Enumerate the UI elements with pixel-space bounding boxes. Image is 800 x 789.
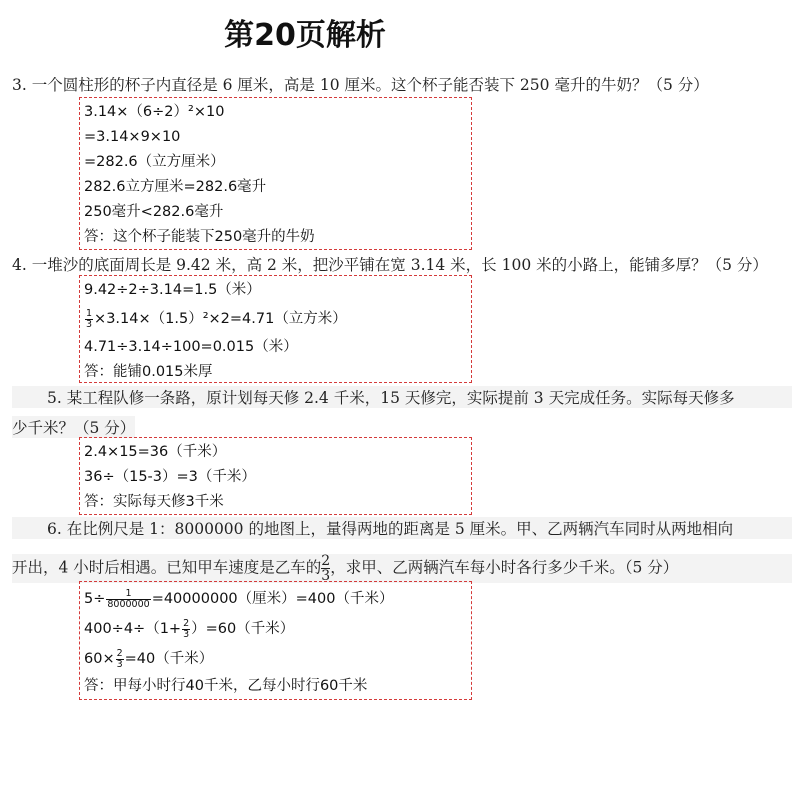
answer-line: 250毫升<282.6毫升: [84, 204, 224, 220]
answer-line: $\frac{1}{3}$ ×3.14×（1.5）²×2=4.71（立方米）: [86, 307, 347, 330]
question-4-text: 4. 一堆沙的底面周长是 9.42 米，高 2 米，把沙平铺在宽 3.14 米，长 100 米的小路上，能铺多厚？（5 分）: [12, 256, 768, 274]
answer-line: 36÷（15-3）=3（千米）: [84, 469, 256, 485]
answer-box-6: [79, 581, 472, 700]
fraction: $\frac{1}{8000000}$: [107, 587, 150, 610]
question-5-text-line1: 5. 某工程队修一条路，原计划每天修 2.4 千米，15 天修完，实际提前 3 天完成任务。实际每天修多: [12, 386, 792, 408]
fraction: $\frac{1}{3}$: [86, 307, 93, 330]
question-6-text-line2: 开出，4 小时后相遇。已知甲车速度是乙车的 $\frac{2}{3}$，求甲、乙两辆汽车每小时各行多少千米。（5 分）: [12, 554, 792, 583]
answer-line: 答：甲每小时行40千米，乙每小时行60千米: [84, 678, 368, 694]
answer-line: =282.6（立方厘米）: [84, 154, 225, 170]
answer-line: 4.71÷3.14÷100=0.015（米）: [84, 339, 298, 355]
question-5-text-line2: 少千米？（5 分）: [12, 416, 135, 438]
fraction: $\frac{2}{3}$: [183, 617, 190, 640]
answer-box-3: [79, 97, 472, 250]
question-6-text-line1: 6. 在比例尺是 1：8000000 的地图上，量得两地的距离是 5 厘米。甲、乙两辆汽车同时从两地相向: [12, 517, 792, 539]
question-3-text: 3. 一个圆柱形的杯子内直径是 6 厘米，高是 10 厘米。这个杯子能否装下 250 毫升的牛奶？（5 分）: [12, 76, 709, 94]
fraction: $\frac{2}{3}$: [116, 647, 123, 670]
answer-line: 282.6立方厘米=282.6毫升: [84, 179, 267, 195]
answer-line: 3.14×（6÷2）²×10: [84, 104, 225, 120]
answer-line: 9.42÷2÷3.14=1.5（米）: [84, 282, 261, 298]
answer-line: 答：这个杯子能装下250毫升的牛奶: [84, 229, 315, 245]
answer-line: 400÷4÷（1+ $\frac{2}{3}$ ）=60（千米）: [84, 617, 295, 640]
answer-line: =3.14×9×10: [84, 129, 181, 145]
answer-line: 5÷ $\frac{1}{8000000}$ =40000000（厘米）=400（千米）: [84, 587, 394, 610]
answer-line: 答：能铺0.015米厚: [84, 364, 213, 380]
page-title: 第20页解析: [224, 18, 386, 53]
answer-box-5: [79, 437, 472, 515]
answer-line: 答：实际每天修3千米: [84, 494, 224, 510]
answer-line: 60× $\frac{2}{3}$ =40（千米）: [84, 647, 214, 670]
answer-box-4: [79, 275, 472, 383]
answer-line: 2.4×15=36（千米）: [84, 444, 227, 460]
fraction: $\frac{2}{3}$: [321, 553, 331, 584]
